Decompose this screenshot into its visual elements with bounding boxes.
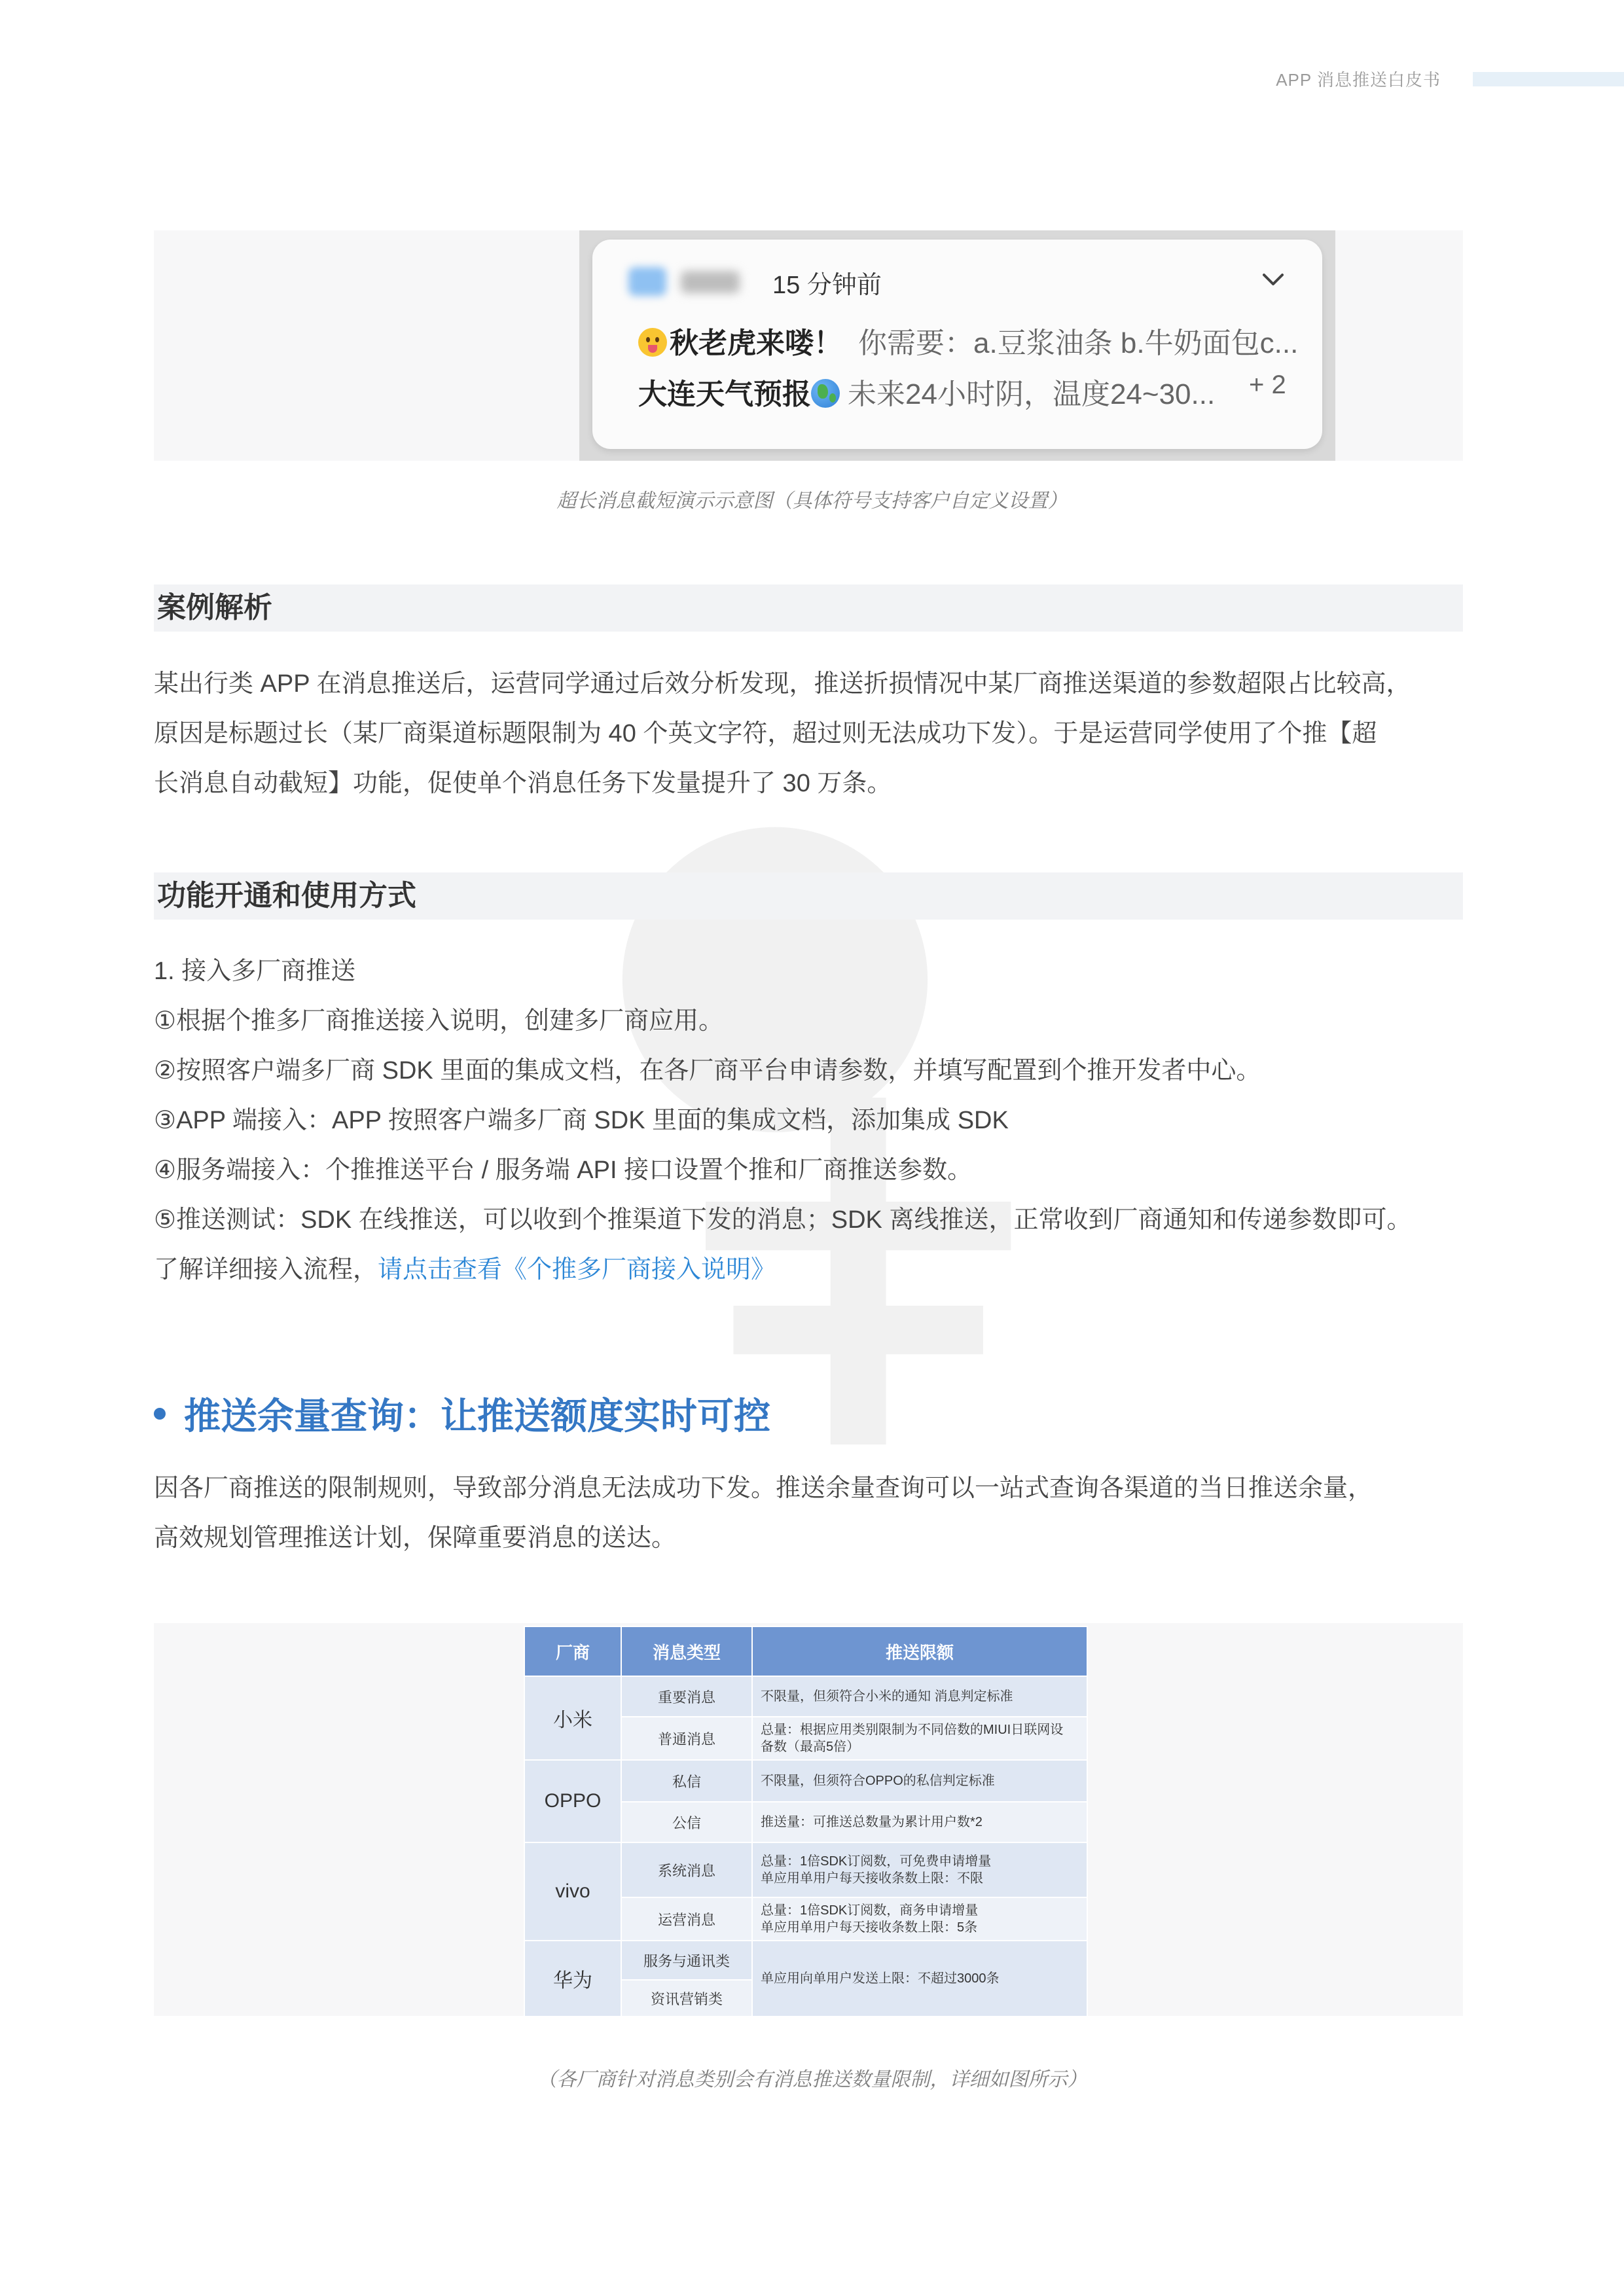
table-row bbox=[524, 1941, 1087, 1980]
push-limit-line: 总量：1倍SDK订阅数，可免费申请增量 bbox=[761, 1854, 992, 1869]
quota-line: 因各厂商推送的限制规则，导致部分消息无法成功下发。推送余量查询可以一站式查询各渠道的当日推送余量， bbox=[154, 1475, 1373, 1502]
push-limit: 不限量，但须符合小米的通知 消息判定标准 bbox=[752, 1676, 1087, 1717]
feature-link-line bbox=[154, 1245, 1470, 1295]
push-limit: 不限量，但须符合OPPO的私信判定标准 bbox=[752, 1760, 1087, 1802]
feature-line: ②按照客户端多厂商 SDK 里面的集成文档，在各厂商平台申请参数，并填写配置到个推开发者中心。 bbox=[154, 1057, 1261, 1085]
push-limit bbox=[752, 1842, 1087, 1897]
blurred-app-icon bbox=[628, 267, 666, 296]
quota-line: 高效规划管理推送计划，保障重要消息的送达。 bbox=[154, 1524, 677, 1552]
vendor-vivo: vivo bbox=[524, 1842, 621, 1941]
table-header-limit: 推送限额 bbox=[752, 1626, 1087, 1676]
vendor-oppo: OPPO bbox=[524, 1760, 621, 1842]
message-type: 服务与通讯类 bbox=[621, 1941, 752, 1980]
notification-row-2 bbox=[638, 370, 1215, 412]
message-type: 资讯营销类 bbox=[621, 1980, 752, 2017]
running-header: APP 消息推送白皮书 bbox=[1276, 70, 1441, 90]
feature-line: ④服务端接入：个推推送平台 / 服务端 API 接口设置个推和厂商推送参数。 bbox=[154, 1157, 973, 1184]
quota-table bbox=[524, 1626, 1088, 2017]
figure-caption-1: 超长消息截短演示示意图（具体符号支持客户自定义设置） bbox=[556, 490, 1068, 512]
table-header-row bbox=[524, 1626, 1087, 1676]
notification-title-1: 秋老虎来喽！ bbox=[670, 327, 842, 359]
blurred-app-name bbox=[681, 271, 740, 293]
table-row bbox=[524, 1676, 1087, 1717]
case-line: 原因是标题过长（某厂商渠道标题限制为 40 个英文字符，超过则无法成功下发）。于是运营同学使用了个推【超 bbox=[154, 720, 1377, 747]
notification-card bbox=[592, 240, 1322, 449]
notification-body-2: 未来24小时阴，温度24~30... bbox=[848, 378, 1216, 410]
section-heading-case: 案例解析 bbox=[154, 584, 1463, 632]
feature-line: ③APP 端接入：APP 按照客户端多厂商 SDK 里面的集成文档，添加集成 SDK bbox=[154, 1107, 1009, 1134]
case-line: 长消息自动截短】功能，促使单个消息任务下发量提升了 30 万条。 bbox=[154, 770, 892, 797]
table-header-vendor: 厂商 bbox=[524, 1626, 621, 1676]
message-type: 普通消息 bbox=[621, 1717, 752, 1760]
message-type: 重要消息 bbox=[621, 1676, 752, 1717]
case-line: 某出行类 APP 在消息推送后，运营同学通过后效分析发现，推送折损情况中某厂商推送渠道的参数超限占比较高， bbox=[154, 670, 1411, 698]
push-limit-line: 单应用单用户每天接收条数上限：5条 bbox=[761, 1920, 978, 1935]
notification-title-2: 大连天气预报 bbox=[638, 378, 811, 410]
table-row bbox=[524, 1760, 1087, 1802]
tongue-face-emoji-icon bbox=[638, 328, 667, 357]
push-limit-line: 备数（最高5倍） bbox=[761, 1740, 860, 1754]
push-limit-line: 单应用单用户每天接收条数上限：不限 bbox=[761, 1871, 983, 1886]
feature-line: ⑤推送测试：SDK 在线推送，可以收到个推渠道下发的消息；SDK 离线推送，正常收到厂商通知和传递参数即可。 bbox=[154, 1206, 1412, 1234]
feature-line: 1. 接入多厂商推送 bbox=[154, 958, 356, 985]
push-limit-line: 总量：根据应用类别限制为不同倍数的MIUI日联网设 bbox=[761, 1723, 1064, 1737]
push-limit: 推送量：可推送总数量为累计用户数*2 bbox=[752, 1802, 1087, 1842]
integration-guide-link[interactable]: 请点击查看《个推多厂商接入说明》 bbox=[378, 1256, 776, 1283]
message-type: 系统消息 bbox=[621, 1842, 752, 1897]
push-limit: 单应用向单用户发送上限：不超过3000条 bbox=[752, 1941, 1087, 2017]
section-heading-feature: 功能开通和使用方式 bbox=[154, 872, 1463, 920]
quota-paragraph bbox=[154, 1463, 1470, 1563]
message-type: 公信 bbox=[621, 1802, 752, 1842]
notification-body-1: 你需要：a.豆浆油条 b.牛奶面包c... bbox=[858, 327, 1299, 359]
push-limit bbox=[752, 1897, 1087, 1941]
message-type: 私信 bbox=[621, 1760, 752, 1802]
push-limit bbox=[752, 1717, 1087, 1760]
vendor-huawei: 华为 bbox=[524, 1941, 621, 2017]
table-row bbox=[524, 1842, 1087, 1897]
feature-line: ①根据个推多厂商推送接入说明，创建多厂商应用。 bbox=[154, 1007, 724, 1035]
quota-heading-text: 推送余量查询：让推送额度实时可控 bbox=[184, 1395, 770, 1437]
message-type: 运营消息 bbox=[621, 1897, 752, 1941]
header-accent-bar bbox=[1473, 72, 1624, 86]
vendor-xiaomi: 小米 bbox=[524, 1676, 621, 1760]
feature-link-prefix: 了解详细接入流程， bbox=[154, 1256, 378, 1283]
bullet-dot-icon bbox=[154, 1408, 166, 1420]
case-paragraph bbox=[154, 659, 1470, 808]
push-limit-line: 总量：1倍SDK订阅数，商务申请增量 bbox=[761, 1903, 979, 1918]
chevron-down-icon bbox=[1260, 267, 1286, 293]
quota-heading bbox=[154, 1388, 770, 1440]
notification-row-1 bbox=[638, 319, 1298, 361]
figure-caption-2: （各厂商针对消息类别会有消息推送数量限制，详细如图所示） bbox=[537, 2069, 1087, 2090]
notification-figure bbox=[154, 230, 1463, 461]
globe-emoji-icon bbox=[811, 379, 840, 408]
table-header-type: 消息类型 bbox=[621, 1626, 752, 1676]
notification-more-count: + 2 bbox=[1249, 370, 1286, 399]
notification-time: 15 分钟前 bbox=[772, 272, 882, 299]
feature-steps bbox=[154, 946, 1470, 1295]
